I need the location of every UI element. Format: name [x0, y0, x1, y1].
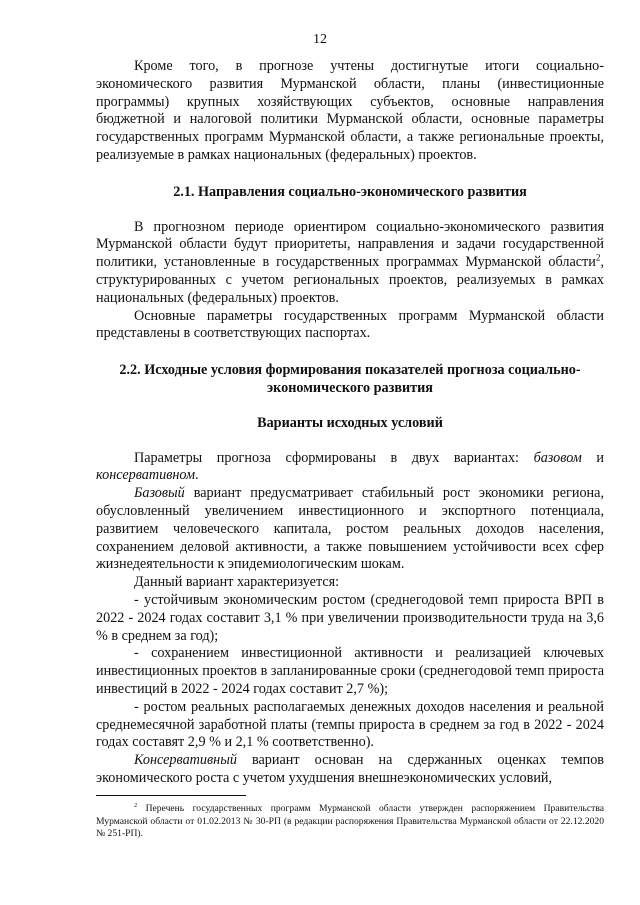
bullet-item: - устойчивым экономическим ростом (среднегодовой темп прироста ВРП в 2022 - 2024 годах составит 3,1 % при увеличении производительности труда на 3,6 % в среднем за год);: [96, 591, 604, 644]
section-2-2-paragraph-2: [96, 485, 604, 574]
page-number: 12: [313, 32, 327, 47]
emphasis-conservative-variant: Консервативный: [134, 752, 237, 769]
emphasis-base: базовом: [533, 449, 582, 466]
section-2-1-paragraph-2: Основные параметры государственных программ Мурманской области представлены в соответствующих паспортах.: [96, 307, 604, 342]
paragraph-text: вариант предусматривает стабильный рост экономики региона, обусловленный увеличением инвестиционного и экспортного потенциала, развитием человеческого капитала, ростом реальных доходов населения, сохранением деловой активности, а также повышением устойчивости всех сфер жизнедеятельности к эпидемиологическим шокам.: [96, 485, 604, 573]
footnote-reference: 2: [595, 252, 601, 263]
footnote-marker: 2: [134, 801, 138, 809]
section-2-2-paragraph-4: [96, 752, 604, 788]
emphasis-conservative: консервативном: [96, 467, 196, 484]
section-2-1-paragraph-1: [96, 219, 604, 308]
emphasis-base-variant: Базовый: [134, 485, 185, 502]
paragraph-text: вариант основан на сдержанных оценках темпов экономического роста с учетом ухудшения внешнеэкономических условий,: [96, 752, 604, 786]
footnote: [96, 803, 604, 841]
section-2-2-heading: 2.2. Исходные условия формирования показателей прогноза социально-экономического развития: [119, 362, 581, 396]
section-2-2-paragraph-3: Данный вариант характеризуется:: [134, 574, 340, 591]
paragraph-text: .: [195, 467, 199, 484]
section-2-2-subheading: Варианты исходных условий: [257, 414, 443, 431]
section-2-2-paragraph-1: [96, 450, 604, 486]
paragraph-text: и: [581, 449, 604, 466]
paragraph-text: , структурированных с учетом региональных проектов, реализуемых в рамках национальных (федеральных) проектов.: [96, 254, 604, 306]
intro-paragraph: Кроме того, в прогнозе учтены достигнутые итоги социально-экономического развития Мурманской области, планы (инвестиционные программы) крупных хозяйствующих субъектов, основные направления бюджетной и налоговой политики Мурманской области, основные параметры государственных программ Мурманской области, а также региональные проекты, реализуемые в рамках национальных (федеральных) проектов.: [96, 58, 604, 163]
bullet-item: - ростом реальных располагаемых денежных доходов населения и реальной среднемесячной заработной платы (темпы прироста в среднем за год в 2022 - 2024 годах составят 2,9 % и 2,1 % соответственно).: [96, 698, 604, 751]
paragraph-text: Параметры прогноза сформированы в двух вариантах:: [134, 449, 534, 466]
page-body: [96, 58, 604, 788]
footnote-text: Перечень государственных программ Мурманской области утвержден распоряжением Правительства Мурманской области от 01.02.2013 № 30-РП (в редакции распоряжения Правительства Мурманской области от 22.12.2020 № 251-РП).: [96, 803, 604, 840]
bullet-item: - сохранением инвестиционной активности и реализацией ключевых инвестиционных проектов в запланированные сроки (среднегодовой темп прироста инвестиций в 2022 - 2024 годах составит 2,7 %);: [96, 645, 604, 697]
footnote-divider: [96, 795, 246, 796]
section-2-1-heading: 2.1. Направления социально-экономического развития: [173, 183, 527, 200]
paragraph-text: В прогнозном периоде ориентиром социально-экономического развития Мурманской области будут приоритеты, направления и задачи государственной политики, установленные в государственных программах Мурманской области: [96, 218, 604, 271]
